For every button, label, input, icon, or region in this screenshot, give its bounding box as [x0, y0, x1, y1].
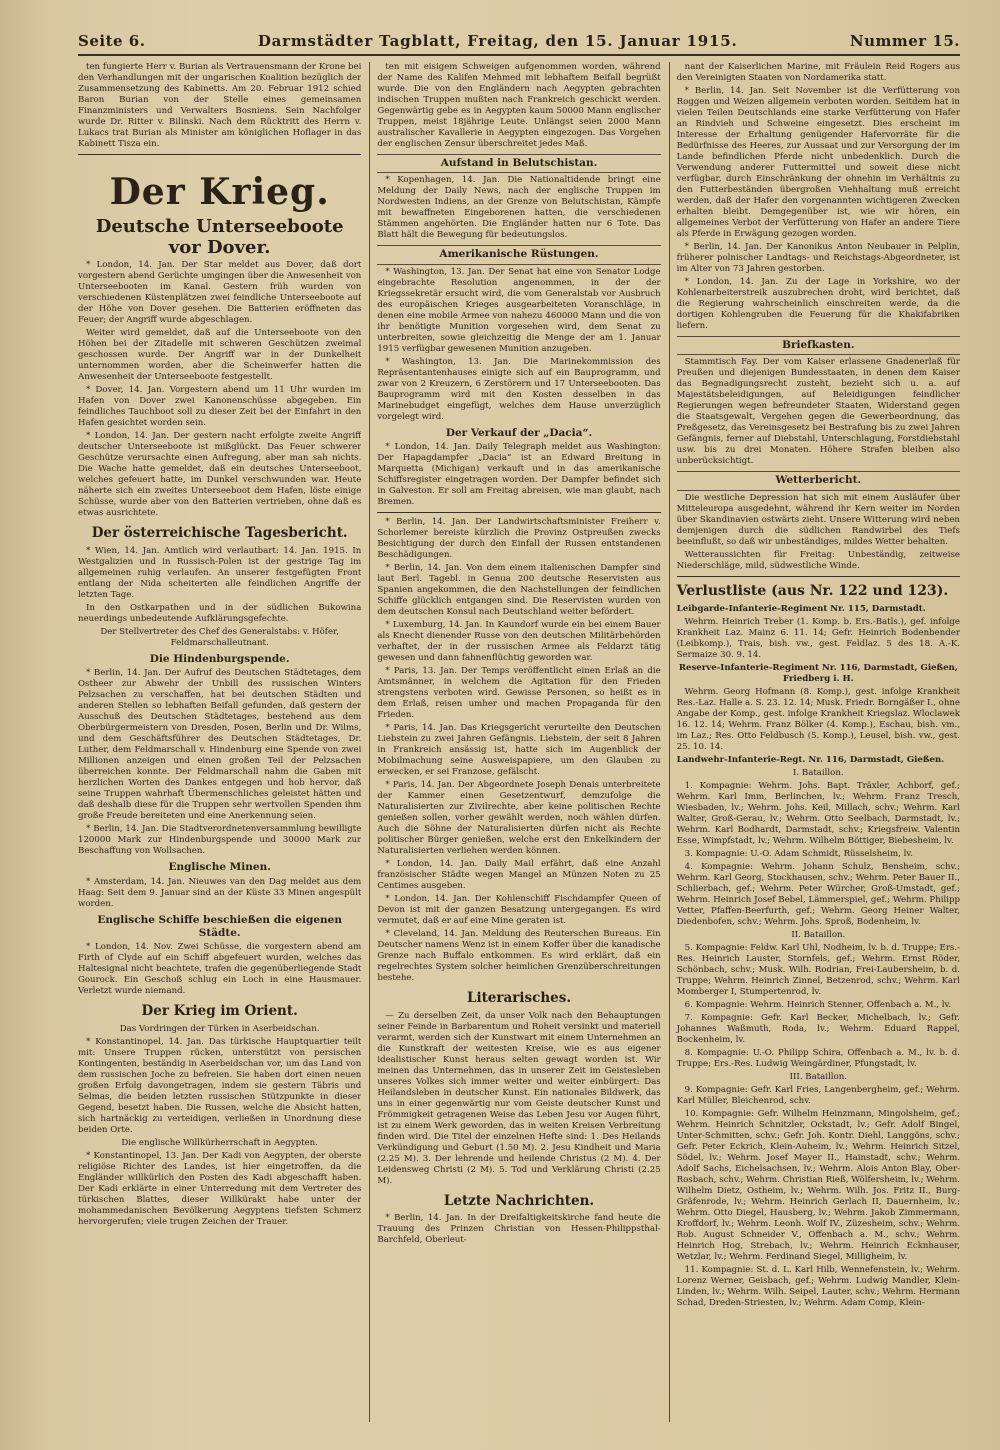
article-text: * Kopenhagen, 14. Jan. Die Nationaltidende bringt eine Meldung der Daily News, nach der englische Truppen im Nordwesten Indiens, an der Grenze von Belutschistan, Kämpfe mit bewaffneten Eingeborenen hatten, die verschiedenen Stämmen angehörten. Die Engländer hatten nur 6 Tote. Das Blatt hält die Bewegung für bedeutungslos. — [377, 175, 661, 241]
article-text: nant der Kaiserlichen Marine, mit Fräulein Reid Rogers aus den Vereinigten Staaten von Nordamerika statt. — [676, 62, 960, 83]
casualty-entry: 6. Kompagnie: Wehrm. Heinrich Stenner, Offenbach a. M., lv. — [684, 999, 952, 1010]
article-text: In den Ostkarpathen und in der südlichen Bukowina neuerdings unbedeutende Aufklärungsgefechte. — [78, 602, 362, 624]
article-text: * Washington, 13. Jan. Der Senat hat eine von Senator Lodge eingebrachte Resolution angenommen, in der der Kriegssekretär ersucht wird, die vom Generalstab vor Ausbruch des europäischen Krieges ausgearbeiteten Voranschläge, in denen eine mobile Armee von nahezu 460000 Mann und die von ihr benötigte Munition vorgesehen wird, dem Senat zu unterbreiten, sowie gleichzeitig die Menge der am 1. Januar 1915 verfügbar gewesenen Munition anzugeben. — [377, 266, 661, 354]
headline-letzte-nachrichten: Letzte Nachrichten. — [443, 1192, 595, 1209]
article-text: * Amsterdam, 14. Jan. Nieuwes van den Dag meldet aus dem Haag: Seit dem 9. Januar sind an der Küste 33 Minen angespült worden. — [78, 876, 362, 909]
battalion-heading: III. Bataillon. — [789, 1071, 847, 1082]
article-text: * Berlin, 14. Jan. Die Stadtverordnetenversammlung bewilligte 120000 Mark zur Hindenburgspende und 30000 Mark zur Beschaffung von Wollsachen. — [78, 824, 362, 857]
headline-schiffe: Englische Schiffe beschießen die eigenen Städte. — [97, 913, 342, 940]
newspaper-title-date: Darmstädter Tagblatt, Freitag, den 15. Januar 1915. — [257, 32, 738, 50]
masthead — [78, 32, 960, 56]
article-text: * Wien, 14. Jan. Amtlich wird verlautbart: 14. Jan. 1915. In Westgalizien und in Russisch-Polen ist der gestrige Tag im allgemeinen ruhig verlaufen. An unserer festgefügten Front entlang der Nida scheiterten alle feindlichen Angriffe der letzten Tage. — [78, 545, 362, 600]
headline-minen: Englische Minen. — [168, 861, 271, 874]
article-signature: Der Stellvertreter des Chef des Generalstabs: v. Höfer, Feldmarschalleutnant. — [100, 626, 339, 648]
casualty-entry: 3. Kompagnie: U.-O. Adam Schmidt, Rüsselsheim, lv. — [684, 848, 913, 859]
headline-krieg: Der Krieg. — [109, 171, 330, 213]
subheadline-willkuer: Die englische Willkürherrschaft in Aegypten. — [121, 1137, 318, 1148]
article-text: * London, 14. Nov. Zwei Schüsse, die vorgestern abend am Firth of Clyde auf ein Schiff abgefeuert wurden, welches das Haltesignal nicht beachtete, trafen die gegenüberliegende Stadt Gourock. Ein Geschoß schlug ein Loch in eine Hausmauer. Verletzt wurde niemand. — [78, 942, 362, 997]
divider — [677, 576, 960, 577]
headline-hindenburgspende: Die Hindenburgspende. — [149, 652, 290, 665]
headline-briefkasten: Briefkasten. — [677, 336, 960, 355]
article-text: * Berlin, 14. Jan. Von dem einem italienischen Dampfer sind laut Berl. Tagebl. in Genua 200 deutsche Reservisten aus Spanien angekommen, die den Nachstellungen der feindlichen Schiffe glücklich entgangen sind. Die Reservisten wurden von dem deutschen Konsul nach Deutschland weiter befördert. — [377, 563, 661, 618]
headline-orient: Der Krieg im Orient. — [141, 1003, 298, 1020]
issue-number: Nummer 15. — [849, 32, 960, 50]
article-text: * Luxemburg, 14. Jan. In Kaundorf wurde ein bei einem Bauer als Knecht dienender Russe von den deutschen Militärbehörden verhaftet, der in der russischen Armee als Feldarzt tätig gewesen und dann fahnenflüchtig geworden war. — [377, 620, 661, 664]
article-text: Wetteraussichten für Freitag: Unbeständig, zeitweise Niederschläge, mild, südwestliche Winde. — [676, 549, 960, 571]
article-text: ten fungierte Herr v. Burian als Vertrauensmann der Krone bei den Verhandlungen mit der ungarischen Koalition bezüglich der Zusammensetzung des Kabinetts. Am 20. Februar 1912 schied Baron Burian von der Stelle eines gemeinsamen Finanzministers und Verwalters Bosniens. Sein Nachfolger wurde Dr. Ritter v. Bilinski. Nach dem Rücktritt des Herrn v. Lukacs trat Burian als Minister am königlichen Hoflager in das Kabinett Tisza ein. — [78, 62, 362, 149]
article-text: * Berlin, 14. Jan. Der Aufruf des Deutschen Städtetages, dem Ostheer zur Abwehr der Unbill des russischen Winters Pelzsachen zu verschaffen, hat bei deutschen Städten und anderen Stellen so lebhaften Beifall gefunden, daß gestern der Ausschuß des Deutschen Städtetages, bestehend aus dem Oberbürgermeistern von Dresden, Posen, Berlin und Dr. Wilms, und dem Geschäftsführer des Deutschen Städtetages, Dr. Luther, dem Feldmarschall v. Hindenburg eine Spende von zwei Millionen anzeigen und einen großen Teil der Pelzsachen überreichen konnte. Der Feldmarschall nahm die Gaben mit herzlichen Worten des Dankes entgegen und hob hervor, daß seine Truppen wahrhaft Übermenschliches geleistet hätten und daß deshalb diese für die Truppen sehr wertvollen Spenden ihm große Freude bereiteten und eine Anerkennung seien. — [78, 668, 362, 822]
article-text: * London, 14. Jan. Daily Mail erfährt, daß eine Anzahl französischer Städte wegen Mangel an Münzen Noten zu 25 Centimes ausgeben. — [377, 859, 661, 892]
article-text: * London, 14. Jan. Zu der Lage in Yorkshire, wo der Kohlenarbeiterstreik auszubrechen droht, wird berichtet, daß die Regierung wahrscheinlich einschreiten werde, da die dortigen Kohlengruben die Feuerung für die Khakifabriken liefern. — [676, 277, 960, 331]
article-text: * Konstantinopel, 14. Jan. Das türkische Hauptquartier teilt mit: Unsere Truppen rücken, unterstützt von persischen Kontingenten, beständig in Aserbeidschan vor, um das Land von dem russischen Joche zu befreien. Sie haben dort einen neuen großen Erfolg davongetragen, indem sie gestern Täbris und Selmas, die beiden letzten russischen Stützpunkte in dieser Gegend, besetzt haben. Die Russen, welche die Absicht hatten, sich hartnäckig zu verteidigen, verließen in Unordnung diese beiden Orte. — [78, 1036, 362, 1135]
casualty-entry: 1. Kompagnie: Wehrm. Johs. Bapt. Träxler, Achborf, gef.; Wehrm. Karl Imm, Berlinchen, lv.; Wehrm. Franz Tresch, Wiesbaden, lv.; Wehrm. Johs. Keil, Millach, schv.; Wehrm. Karl Walter, Groß-Gerau, lv.; Wehrm. Otto Seelbach, Darmstadt, lv.; Wehrm. Karl Bodhardt, Darmstadt, schv.; Kriegsfreiw. Valentin Esse, Wimpfstadt, lv.; Wehrm. Wilhelm Böttiger, Biebesheim, lv. — [676, 780, 960, 846]
casualty-entry: 4. Kompagnie: Wehrm. Johann Schulz, Bensheim, schv.; Wehrm. Karl Georg, Stockhausen, schv.; Wehrm. Peter Bauer II., Schlierbach, gef.; Wehrm. Peter Würcher, Groß-Umstadt, gef.; Wehrm. Heinrich Josef Bebel, Lämmerspiel, gef.; Wehrm. Philipp Vetter, Pfaffen-Beerfurth, gef.; Wehrm. Georg Heiner Walter, Diedenbofen, schv.; Wehrm. Johs. Sproß, Bodenheim, lv. — [676, 861, 960, 927]
headline-unterseeboote: Deutsche Unterseeboote vor Dover. — [95, 216, 344, 258]
article-text: * London, 14. Jan. Daily Telegraph meldet aus Washington: Der Hapagdampfer „Dacia“ ist an Edward Breitung in Marquetta (Michigan) verkauft und in das amerikanische Schiffsregister eingetragen worden. Der Dampfer befindet sich in Galveston. Er soll am Freitag abreisen, wie man glaubt, nach Bremen. — [377, 442, 661, 508]
article-text: * Washington, 13. Jan. Die Marinekommission des Repräsentantenhauses einigte sich auf ein Bauprogramm, und zwar von 2 Kreuzern, 6 Zerstörern und 17 Unterseebooten. Das Bauprogramm wird mit den Kosten desselben in das Marinebudget eingefügt, welches dem Hause unverzüglich vorgelegt wird. — [377, 356, 661, 422]
headline-ruestungen: Amerikanische Rüstungen. — [377, 245, 660, 264]
article-text: * Paris, 14. Jan. Das Kriegsgericht verurteilte den Deutschen Liebstein zu zwei Jahren Gefängnis. Liebstein, der seit 8 Jahren in Frankreich ansässig ist, hatte sich im Augenblick der Mobilmachung seine Ausweispapiere, um den Glauben zu erwecken, er sei Franzose, gefälscht. — [377, 723, 661, 778]
headline-literarisches: Literarisches. — [466, 990, 572, 1007]
article-text: Stammtisch Fay. Der vom Kaiser erlassene Gnadenerlaß für Preußen und diejenigen Bundesstaaten, in denen dem Kaiser das Begnadigungsrecht zusteht, bezieht sich u. a. auf Majestätsbeleidigungen, auf Beleidigungen feindlicher Regierungen wegen befreundeter Staaten, Widerstand gegen die Staatsgewalt, Vergehen gegen die Gewerbeordnung, das Preßgesetz, das Vereinsgesetz bei Bestrafung bis zu zwei Jahren Gefängnis, ferner auf Diebstahl, Unterschlagung, Forstdiebstahl usw. bis zu drei Monaten. Höhere Strafen bleiben also unberücksichtigt. — [676, 357, 960, 467]
headline-dacia: Der Verkauf der „Dacia“. — [445, 426, 593, 439]
article-text: * Paris, 14. Jan. Der Abgeordnete Joseph Denais unterbreitete der Kammer einen Gesetzentwurf, demzufolge die Naturalisierten zur Zivilrechte, aber keine politischen Rechte genießen sollen, vorher gewählt werden, noch wählen dürfen. Auch die Söhne der Naturalisierten dürfen nicht als Rechte politischer Bürger genießen, welche erst den Enkelkindern der Naturalisierten verliehen werden können. — [377, 780, 661, 857]
article-text: * Cleveland, 14. Jan. Meldung des Reuterschen Bureaus. Ein Deutscher namens Wenz ist in einem Koffer über die kanadische Grenze nach Buffalo entkommen. Es wird erklärt, daß ein regelrechtes System solcher heimlichen Grenzüberschreitungen bestehe. — [377, 929, 661, 984]
article-text: * Paris, 13. Jan. Der Temps veröffentlicht einen Erlaß an die Amtsmänner, in welchem die Agitation für den Frieden strengstens verboten wird. Gewisse Personen, so heißt es in dem Erlaß, reisen umher und machen Propaganda für den Frieden. — [377, 666, 661, 721]
article-text: Weiter wird gemeldet, daß auf die Unterseeboote von den Höhen bei der Zitadelle mit schweren Geschützen zweimal geschossen wurde. Der Angriff war in der Dunkelheit unternommen worden, aber die Scheinwerfer hatten die Anwesenheit der Unterseeboote festgestellt. — [78, 328, 362, 383]
page-number: Seite 6. — [78, 32, 146, 50]
casualty-entry: Wehrm. Heinrich Treber (1. Komp. b. Ers.-Batls.), gef. infolge Krankheit Laz. Mainz 6. 11. 14; Gefr. Heinrich Bodenbender (Leibkomp.), Trais, bish. vw., gest. Feldlaz. 5 des 18. A.-K. Sermaize 30. 9. 14. — [676, 616, 960, 660]
casualty-entry: 8. Kompagnie: U.-O. Philipp Schira, Offenbach a. M., lv. b. d. Truppe; Ers.-Res. Ludwig Weingärdiner, Pfungstadt, lv. — [676, 1047, 960, 1069]
battalion-heading: II. Bataillon. — [791, 929, 846, 940]
regiment-heading: Reserve-Infanterie-Regiment Nr. 116, Darmstadt, Gießen, Friedberg i. H. — [678, 662, 958, 684]
regiment-heading: Leibgarde-Infanterie-Regiment Nr. 115, Darmstadt. — [676, 603, 926, 614]
casualty-entry: 9. Kompagnie: Gefr. Karl Fries, Langenbergheim, gef.; Wehrm. Karl Müller, Bleichenrod, schv. — [676, 1084, 960, 1106]
article-text: * London, 14. Jan. Der Kohlenschiff Fischdampfer Queen of Devon ist mit der ganzen Besatzung untergegangen. Es wird vermutet, daß er auf eine Mine geraten ist. — [377, 894, 661, 927]
article-text: Die westliche Depression hat sich mit einem Ausläufer über Mitteleuropa ausgedehnt, während ihr Kern weiter im Norden über Skandinavien ostwärts zieht. Unsere Witterung wird neben demjenigen durch die südlichen Randwirbel des Tiefs beeinflußt, so daß wir unbeständiges, mildes Wetter behalten. — [676, 492, 960, 547]
article-text: — Zu derselben Zeit, da unser Volk nach den Behauptungen seiner Feinde in Barbarentum und Roheit versinkt und materiell verarmt, werden sich der Kunstwart mit einem Unternehmen an die Kunstkraft der weitesten Kreise, wie es aus eigener idealistischer Kunst heraus selten gewagt worden ist. Wir meinen das Unternehmen, das in unserer Zeit im Geistesleben unseres Volkes sich immer weiter und weiter einbürgert: Das Heilandsleben in deutscher Kunst. Ein nationales Bildwerk, das uns in einer gegenwärtig nur vom Geiste deutscher Kunst und Frömmigkeit getragenen Weise das Leben Jesu vor Augen führt, ist zu einem Werk geworden, das in weiten Kreisen Verbreitung finden wird. Die Titel der einzelnen Hefte sind: 1. Des Heilands Verkündigung und Geburt (1.50 M). 2. Jesu Kindheit und Maria (2.25 M). 3. Der lehrende und heilende Christus (2 M). 4. Der Leidensweg Christi (2 M). 5. Tod und Verklärung Christi (2.25 M). — [377, 1010, 661, 1186]
regiment-heading: Landwehr-Infanterie-Regt. Nr. 116, Darmstadt, Gießen. — [676, 754, 945, 765]
article-text: * Berlin, 14. Jan. In der Dreifaltigkeitskirche fand heute die Trauung des Prinzen Christian von Hessen-Philippsthal-Barchfeld, Oberleut- — [377, 1212, 661, 1245]
article-text: * London, 14. Jan. Der gestern nacht erfolgte zweite Angriff deutscher Unterseeboote ist mißglückt. Das Feuer schwerer Geschütze verursachte einen Aufregung, aber man sah nichts. Die Wache hatte gemeldet, daß ein deutsches Unterseeboot, welches gefeuert hatte, im Dunkel verschwunden war. Heute näherte sich ein zweites Unterseeboot dem Hafen, löste einige Schüsse, wurde aber von den Batterien vertrieben, ohne daß es etwas ausrichtete. — [78, 431, 362, 519]
subheadline-orient: Das Vordringen der Türken in Aserbeidschan. — [119, 1023, 320, 1034]
casualty-entry: 11. Kompagnie: St. d. L. Karl Hilb, Wennefenstein, lv.; Wehrm. Lorenz Werner, Geisbach, gef.; Wehrm. Ludwig Mandler, Klein-Linden, lv.; Wehrm. Wilh. Seipel, Lauter, schv.; Wehrm. Hermann Schad, Dreden-Striesten, lv.; Wehrm. Adam Comp, Klein- — [676, 1264, 960, 1308]
battalion-heading: I. Bataillon. — [793, 767, 844, 778]
article-text: * Konstantinopel, 13. Jan. Der Kadi von Aegypten, der oberste religiöse Richter des Landes, ist hier eingetroffen, da die Engländer willkürlich den Posten des Kadi abgeschafft haben. Der Kadi erklärte in einer Unterredung mit dem Vertreter des türkischen Blattes, dieser Willkürakt habe unter der mohammedanischen Bevölkerung Aegyptens tiefsten Schmerz hervorgerufen; viele trugen Zeichen der Trauer. — [78, 1150, 362, 1227]
headline-verlustliste: Verlustliste (aus Nr. 122 und 123). — [676, 582, 949, 599]
headline-aufstand: Aufstand in Belutschistan. — [377, 154, 660, 173]
article-text: * Berlin, 14. Jan. Der Kanonikus Anton Neubauer in Pelplin, früherer polnischer Landtags- und Reichstags-Abgeordneter, ist im Alter von 73 Jahren gestorben. — [676, 242, 960, 274]
casualty-entry: 7. Kompagnie: Gefr. Karl Becker, Michelbach, lv.; Gefr. Johannes Waßmuth, Roda, lv.; Wehrm. Eduard Rappel, Bockenheim, lv. — [676, 1012, 960, 1045]
columns — [78, 62, 960, 1422]
article-text: ten mit eisigem Schweigen aufgenommen worden, während der Name des Kalifen Mehmed mit lebhaftem Beifall begrüßt wurde. Die von den Engländern nach Aegypten gebrachten indischen Truppen mußten nach Frankreich geschickt werden. Gegenwärtig gebe es in Aegypten kaum 50000 Mann englischer Truppen, meist 18jährige Leute. Unlängst seien 2000 Mann australischer Kavallerie in Aegypten eingezogen. Das Vorgehen der englischen Zensur überschreitet jedes Maß. — [377, 62, 661, 149]
casualty-entry: Wehrm. Georg Hofmann (8. Komp.), gest. infolge Krankheit Res.-Laz. Halle a. S. 23. 12. 14; Musk. Friedr. Borngäßer I., ohne Angabe der Komp., gest. infolge Krankheit Kriegslaz. Wloclawek 16. 12. 14; Wehrm. Franz Bölker (4. Komp.), Eschau, bish. vm., im Laz.; Res. Otto Feldbusch (5. Komp.), Leusel, bish. vw., gest. 25. 10. 14. — [676, 686, 960, 752]
divider — [377, 512, 660, 513]
column-1 — [78, 62, 361, 1422]
article-text: * Dover, 14. Jan. Vorgestern abend um 11 Uhr wurden im Hafen von Dover zwei Kanonenschüsse abgegeben. Ein feindliches Tauchboot soll zu dieser Zeit bei der Einfahrt in den Hafen gesichtet worden sein. — [78, 385, 362, 429]
article-text: * London, 14. Jan. Der Star meldet aus Dover, daß dort vorgestern abend Gerüchte umgingen über die Anwesenheit von Unterseebooten im Kanal. Gestern früh wurden von verschiedenen Küstenplätzen zwei feindliche Unterseeboote auf der Höhe von Dover gesehen. Die Batterien eröffneten das Feuer; der Angriff wurde abgeschlagen. — [78, 260, 362, 326]
column-2 — [369, 62, 660, 1422]
headline-wetterbericht: Wetterbericht. — [677, 471, 960, 490]
divider — [78, 154, 361, 155]
casualty-entry: 5. Kompagnie: Feldw. Karl Uhl, Nodheim, lv. b. d. Truppe; Ers.-Res. Heinrich Lauster, Stornfels, gef.; Wehrm. Ernst Röder, Schönbach, schv.; Musk. Wilh. Rodrian, Frei-Laubersheim, b. d. Truppe; Wehrm. Heinrich Zinnel, Betzenrod, schv.; Wehrm. Karl Momberger I, Stumpertenrod, lv. — [676, 942, 960, 997]
article-text: * Berlin, 14. Jan. Seit November ist die Verfütterung von Roggen und Weizen allgemein verboten worden. Seitdem hat in vielen Teilen Deutschlands eine starke Verfütterung von Hafer an Rindvieh und Schweine eingesetzt. Dies erscheint im Interesse der Erhaltung genügender Hafervorräte für die Bedürfnisse des Heeres, zur Aussaat und zur Versorgung der im Lande befindlichen Pferde nicht unbedenklich. Durch die Verwendung anderer Futtermittel und soweit diese nicht verfügbar, durch Einschränkung der ohnehin im Verhältnis zu den Futterbeständen übergroßen Viehhaltung muß erreicht werden, daß der Hafer den vorgenannten wichtigeren Zwecken erhalten bleibt. Demgegenüber ist, wie wir hören, ein allgemeines Verbot der Verfütterung von Hafer an andere Tiere als Pferde in Erwägung gezogen worden. — [676, 86, 960, 239]
headline-oesterreich: Der österreichische Tagesbericht. — [91, 525, 348, 542]
article-text: * Berlin, 14. Jan. Der Landwirtschaftsminister Freiherr v. Schorlemer bereiste kürzlich die Provinz Ostpreußen zwecks Besichtigung der durch den Einfall der Russen entstandenen Beschädigungen. — [377, 517, 661, 561]
casualty-entry: 10. Kompagnie: Gefr. Wilhelm Heinzmann, Mingolsheim, gef.; Wehrm. Heinrich Schnitzler, Ockstadt, lv.; Gefr. Adolf Bingel, Unter-Schmitten, schv.; Gefr. Joh. Kontr. Diehl, Langgöns, schv.; Gefr. Peter Eckrich, Klein-Auheim, lv.; Wehrm. Heinrich Sitzel, Södel, lv.; Wehrm. Josef Mayer II., Hainstadt, schv.; Wehrm. Adolf Sachs, Eichelsachsen, lv.; Wehrm. Alois Anton Blay, Ober-Rosbach, schv.; Wehrm. Christian Rieß, Wölfersheim, lv.; Wehrm. Wilhelm Dietz, Ostheim, lv.; Wehrm. Wilh. Jos. Fritz II., Burg-Gräfenrode, lv.; Wehrm. Heinrich Gerlach II, Dauernheim, lv.; Wehrm. Otto Diegel, Hausberg, lv.; Wehrm. Jakob Zimmermann, Kroffdorf, lv.; Wehrm. Leonh. Wolf IV., Züzesheim, schv.; Wehrm. Rob. August Schneider V., Offenbach a. M., schv.; Wehrm. Heinrich Hog, Strebach, lv.; Wehrm. Heinrich Ecknhauser, Wetzlar, lv.; Wehrm. Ferdinand Siegel, Milligheim, lv. — [676, 1108, 960, 1262]
column-3 — [669, 62, 960, 1422]
